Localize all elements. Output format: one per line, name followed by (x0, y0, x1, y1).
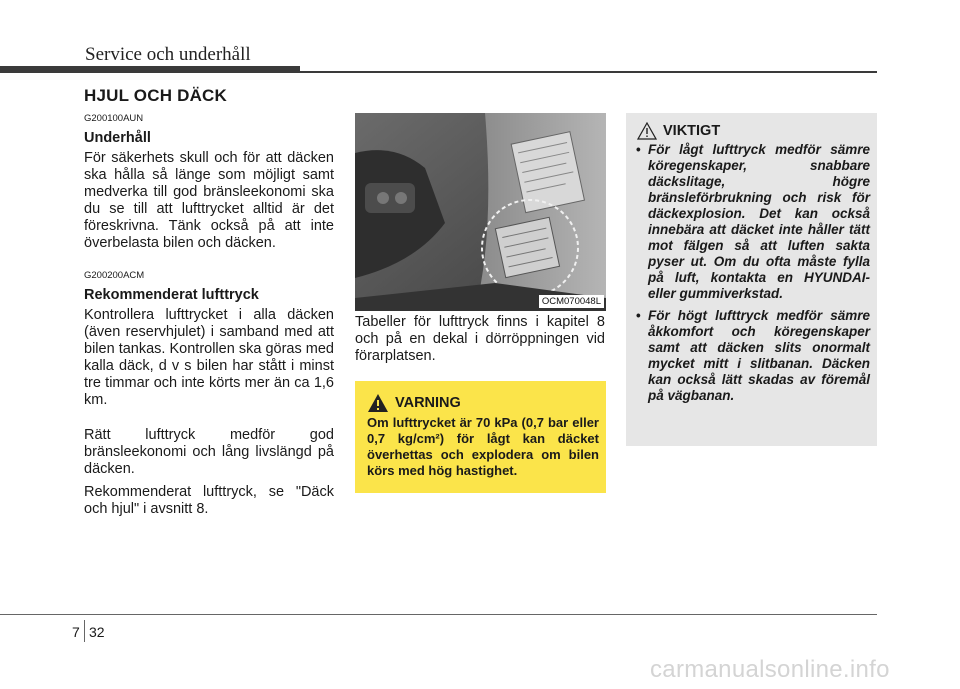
paragraph-reference: Rekommenderat lufttryck, se "Däck och hjul" i avsnitt 8. (84, 484, 334, 517)
bullet-icon: • (636, 308, 641, 323)
note-title: VIKTIGT (663, 123, 721, 139)
caution-triangle-icon (637, 122, 657, 140)
door-jamb-illustration (355, 113, 606, 311)
paragraph-maintenance: För säkerhets skull och för att däcken ska hålla så länge som möjligt samt medverka till god bränsleekonomi ska du se till att lufttrycket alltid är det föreskrivna. Tänk också på att inte överbelasta bilen och däcken. (84, 150, 334, 251)
subheading-maintenance: Underhåll (84, 130, 151, 146)
warning-triangle-icon (367, 393, 389, 413)
note-item-high-pressure (634, 308, 870, 404)
paragraph-check-pressure: Kontrollera lufttrycket i alla däcken (även reservhjulet) i samband med att bilen tankas. Kontrollen ska göras med kalla däck, d v s bilen har stått i minst tre timmar och inte körts mer än ca 1,6 km. (84, 307, 334, 408)
warning-header (367, 393, 461, 413)
note-list (634, 142, 870, 410)
note-item-low-pressure (634, 142, 870, 302)
footer-rule (0, 614, 877, 615)
door-label-photo (355, 113, 606, 311)
footer-divider (84, 620, 85, 642)
photo-code: OCM070048L (539, 295, 604, 308)
section-code: G200200ACM (84, 270, 145, 281)
running-title: Service och underhåll (85, 44, 251, 65)
note-item-text: För lågt lufttryck medför sämre köregenskaper, snabbare däckslitage, högre bränsleförbrukning och risk för däckexplosion. Det kan också innebära att däcket inte håller tätt mot fälgen så att luften sakta pyser ut. Om du ofta måste fylla på luft, kontakta en HYUNDAI- eller gummiverkstad. (648, 142, 870, 301)
left-column (84, 113, 334, 536)
warning-text: Om lufttrycket är 70 kPa (0,7 bar eller 0,7 kg/cm²) för lågt kan däcket överhettas och explodera om bilen körs med hög hastighet. (367, 415, 599, 478)
bullet-icon: • (636, 142, 641, 157)
paragraph-correct-pressure: Rätt lufttryck medför god bränsleekonomi och lång livslängd på däcken. (84, 427, 334, 477)
note-header (637, 122, 720, 140)
note-item-text: För högt lufttryck medför sämre åkkomfort och köregenskaper samt att däcken slits onormalt mycket mitt i slitbanan. Däcken kan också lätt skadas av föremål på vägbanan. (648, 308, 870, 403)
chapter-number: 7 (72, 624, 80, 640)
header-rule-thick (0, 66, 300, 73)
subheading-pressure: Rekommenderat lufttryck (84, 287, 259, 303)
page-number: 32 (89, 624, 105, 640)
watermark: carmanualsonline.info (650, 656, 890, 683)
section-code: G200100AUN (84, 113, 144, 124)
warning-title: VARNING (395, 395, 461, 411)
paragraph-label-location: Tabeller för lufttryck finns i kapitel 8 och på en dekal i dörröppningen vid förarplatsen. (355, 314, 605, 364)
section-title: HJUL OCH DÄCK (84, 86, 228, 105)
header-rule-thin (300, 71, 877, 73)
warning-box (355, 381, 606, 493)
important-note-box (626, 113, 877, 446)
